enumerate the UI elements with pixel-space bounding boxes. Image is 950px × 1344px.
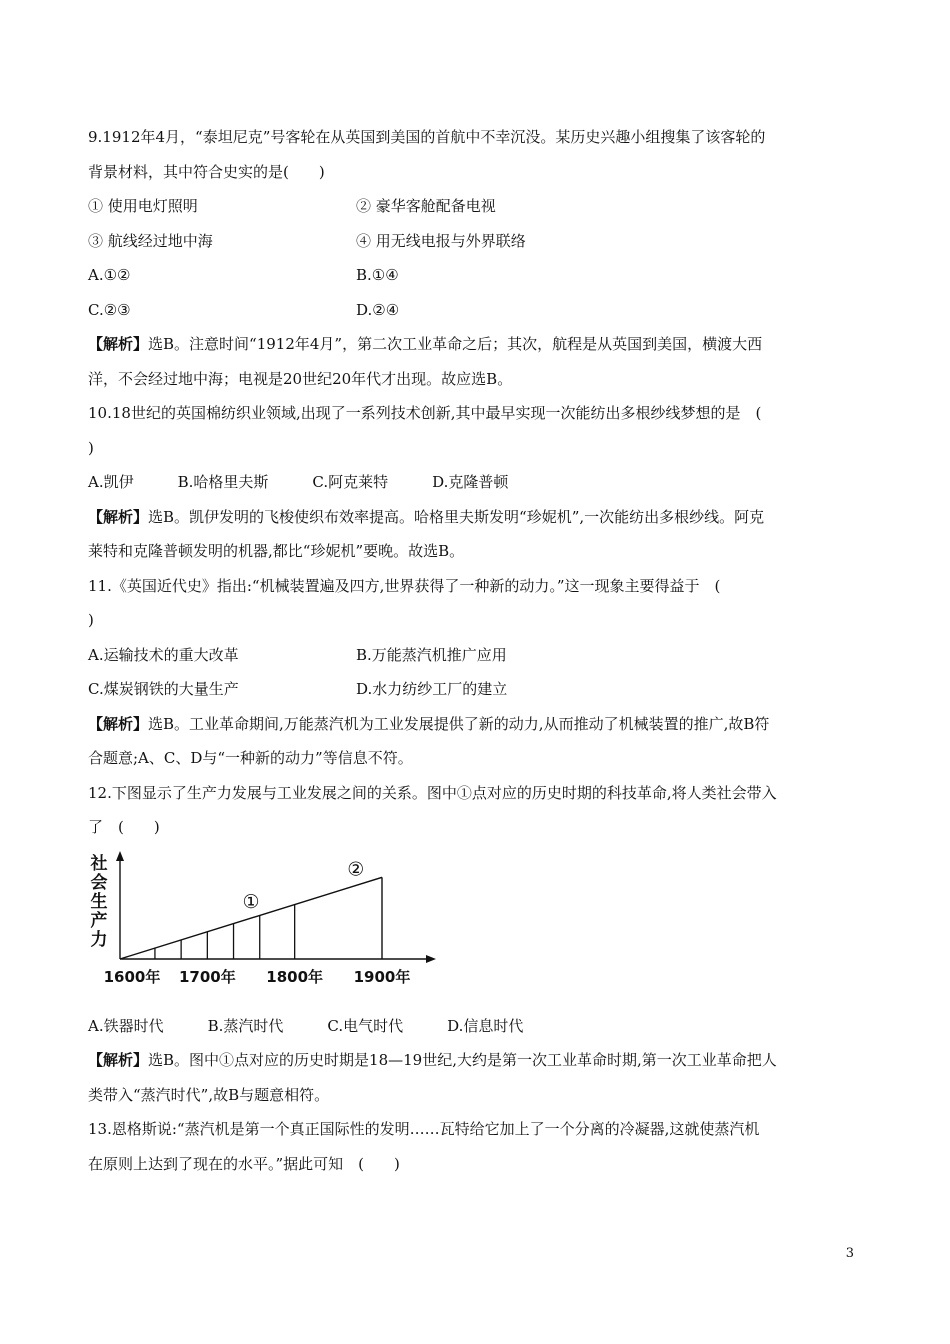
q12-analysis-line1 <box>88 1043 864 1078</box>
q11-analysis-tag: 【解析】 <box>88 714 149 733</box>
q11-options-row2 <box>88 672 864 707</box>
q11-option-c: C.煤炭钢铁的大量生产 <box>88 680 239 698</box>
q10-analysis-line2: 莱特和克隆普顿发明的机器,都比“珍妮机”要晚。故选B。 <box>88 542 465 560</box>
q10-option-d: D.克隆普顿 <box>432 473 509 491</box>
q12-analysis-line2: 类带入“蒸汽时代”,故B与题意相符。 <box>88 1085 330 1104</box>
productivity-chart <box>88 849 448 999</box>
chart-point-annotations <box>242 858 364 913</box>
q10-options <box>88 465 864 500</box>
chart-y-label-char-2: 生 <box>90 891 108 912</box>
q9-option-d: D.②④ <box>356 300 400 319</box>
q11-stem-line2: ) <box>88 611 94 629</box>
q9-items-row1 <box>88 189 864 224</box>
q9-option-a: A.①② <box>88 266 131 284</box>
chart-y-label-char-3: 产 <box>90 910 108 931</box>
q9-item-1: ① 使用电灯照明 <box>88 197 198 215</box>
chart-y-label-char-4: 力 <box>90 929 108 950</box>
q11-analysis-line2: 合题意;A、C、D与“一种新的动力”等信息不符。 <box>88 749 413 767</box>
q13-stem-line1: 13.恩格斯说:“蒸汽机是第一个真正国际性的发明……瓦特给它加上了一个分离的冷凝器,这就使蒸汽机 <box>88 1120 760 1138</box>
q12-options <box>88 1009 864 1044</box>
chart-x-tick-3: 1900年 <box>353 967 411 986</box>
q11-analysis-text1: 选B。工业革命期间,万能蒸汽机为工业发展提供了新的动力,从而推动了机械装置的推广,故B符 <box>148 714 770 733</box>
q9-options-row1 <box>88 258 864 293</box>
q10-stem-line2: ) <box>88 438 94 457</box>
q10-option-b: B.哈格里夫斯 <box>177 473 269 491</box>
chart-annotation-1: ① <box>242 890 260 913</box>
q12-option-c: C.电气时代 <box>327 1016 404 1035</box>
chart-x-axis-arrow <box>426 955 436 963</box>
q12-stem-line1: 12.下图显示了生产力发展与工业发展之间的关系。图中①点对应的历史时期的科技革命,将人类社会带入 <box>88 783 777 802</box>
q9-item-4: ④ 用无线电报与外界联络 <box>356 231 526 250</box>
chart-vertical-drops <box>155 904 295 958</box>
q9-stem-line1: 9.1912年4月，“泰坦尼克”号客轮在从英国到美国的首航中不幸沉没。某历史兴趣小组搜集了该客轮的 <box>88 128 766 146</box>
q10-option-a: A.凯伊 <box>88 473 134 491</box>
chart-x-tick-2: 1800年 <box>266 967 324 986</box>
q12-option-a: A.铁器时代 <box>88 1016 164 1035</box>
q10-stem-line1: 10.18世纪的英国棉纺织业领域,出现了一系列技术创新,其中最早实现一次能纺出多根纱线梦想的是 ( <box>88 404 762 422</box>
q11-option-b: B.万能蒸汽机推广应用 <box>356 645 507 664</box>
q11-option-a: A.运输技术的重大改革 <box>88 645 239 664</box>
q9-options-row2 <box>88 293 864 328</box>
q9-option-c: C.②③ <box>88 300 131 319</box>
q12-option-d: D.信息时代 <box>447 1016 524 1035</box>
chart-x-tick-0: 1600年 <box>103 967 161 986</box>
chart-y-axis-arrow <box>116 851 124 861</box>
document-page <box>88 120 864 1181</box>
q11-analysis-line1 <box>88 707 864 742</box>
chart-productivity-line <box>120 877 382 959</box>
q11-stem-line1: 11.《英国近代史》指出:“机械装置遍及四方,世界获得了一种新的动力。”这一现象主要得益于 ( <box>88 576 721 595</box>
q12-analysis-tag: 【解析】 <box>88 1051 149 1069</box>
productivity-chart-svg <box>88 849 448 999</box>
q9-item-2: ② 豪华客舱配备电视 <box>356 197 496 215</box>
chart-x-tick-1: 1700年 <box>178 967 236 986</box>
chart-annotation-2: ② <box>347 858 365 880</box>
q12-analysis-text1: 选B。图中①点对应的历史时期是18—19世纪,大约是第一次工业革命时期,第一次工业革命把人 <box>148 1051 777 1069</box>
q12-stem-line2: 了 ( ) <box>88 818 160 836</box>
chart-x-tick-labels <box>104 968 411 986</box>
q10-analysis-line1 <box>88 500 864 535</box>
q9-option-b: B.①④ <box>356 266 399 284</box>
q10-analysis-tag: 【解析】 <box>88 507 149 526</box>
q9-item-3: ③ 航线经过地中海 <box>88 231 213 250</box>
q13-stem-line2: 在原则上达到了现在的水平。”据此可知 ( ) <box>88 1154 400 1173</box>
q12-option-b: B.蒸汽时代 <box>207 1016 284 1035</box>
chart-y-label-char-0: 社 <box>90 853 108 874</box>
q9-analysis-text1: 选B。注意时间“1912年4月”，第二次工业革命之后；其次，航程是从英国到美国，横渡大西 <box>148 335 763 353</box>
q10-option-c: C.阿克莱特 <box>312 473 389 491</box>
q10-analysis-text1: 选B。凯伊发明的飞梭使织布效率提高。哈格里夫斯发明“珍妮机”,一次能纺出多根纱线。阿克 <box>148 507 765 526</box>
chart-y-axis-label <box>90 853 108 950</box>
q9-analysis-line1 <box>88 327 864 362</box>
q9-stem-line2: 背景材料，其中符合史实的是( ) <box>88 162 325 181</box>
q9-items-row2 <box>88 224 864 259</box>
q11-option-d: D.水力纺纱工厂的建立 <box>356 680 508 698</box>
q11-options-row1 <box>88 638 864 673</box>
q9-analysis-line2: 洋，不会经过地中海；电视是20世纪20年代才出现。故应选B。 <box>88 369 513 388</box>
chart-y-label-char-1: 会 <box>90 872 108 893</box>
q9-analysis-tag: 【解析】 <box>88 335 149 353</box>
page-number: 3 <box>845 1246 854 1261</box>
